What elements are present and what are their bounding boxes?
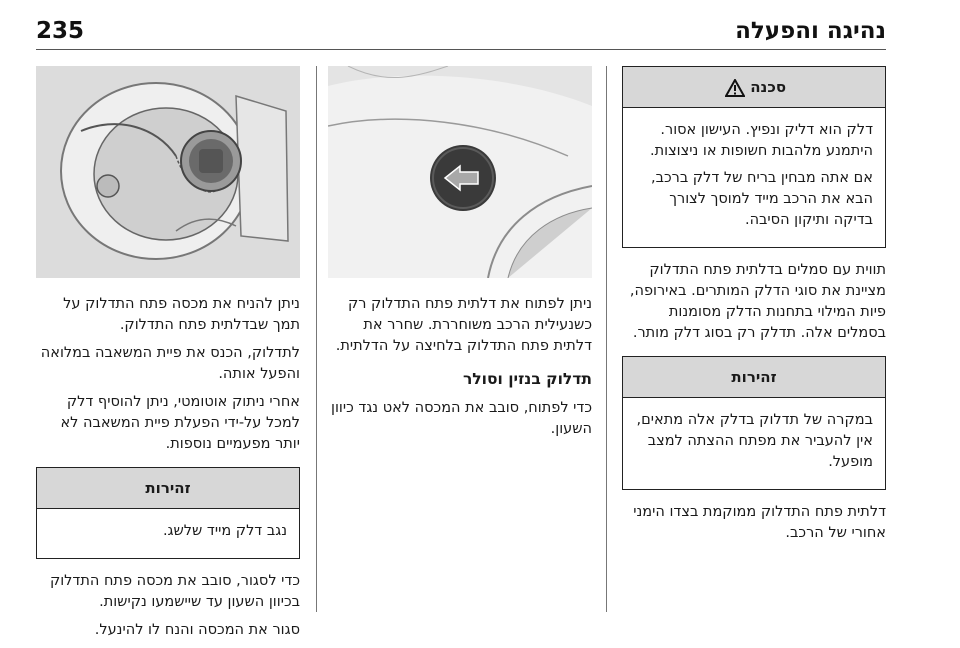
caution-text-wipe: נגב דלק מייד שלשג. — [162, 523, 287, 539]
danger-text-1: דלק הוא דליק ונפיץ. העישון אסור. היתמנע מלהבות חשופות או ניצוצות. — [649, 122, 873, 159]
fuel-flap-figure — [328, 66, 592, 278]
body-text-open-cap: כדי לפתוח, סובב את המכסה לאט נגד כיוון השעון. — [331, 400, 592, 437]
right-column — [622, 66, 886, 551]
body-text-insert-nozzle: לתדלוק, הכנס את פיית המשאבה במלואה והפעל אותה. — [40, 345, 300, 382]
column-divider — [316, 66, 317, 612]
body-text-fuel-label: תווית עם סמלים בדלתית פתח התדלוק מציינת את סוגי הדלק המותרים. באירופה, פיות המילוי בתחנות הדלק מסומנות בסמלים אלה. תדלק רק בסוג דלק מותר. — [629, 262, 886, 341]
caution-text: במקרה של תדלוק בדלק אלה מתאים, אין להעביר את מפתח ההצתה למצב מופעל. — [636, 412, 873, 470]
page-number: 235 — [36, 18, 85, 44]
warning-triangle-icon — [725, 79, 745, 97]
column-divider — [606, 66, 607, 612]
section-heading-refuel: תדלוק בנזין וסולר — [462, 370, 592, 388]
fuel-cap-figure — [36, 66, 300, 278]
body-text-flap-location: דלתית פתח התדלוק ממוקמת בצדו הימני אחורי של הרכב. — [633, 504, 886, 541]
middle-column — [328, 66, 592, 447]
body-text-open-flap: ניתן לפתוח את דלתית פתח התדלוק רק כשנעילית הרכב משוחררת. שחרר את דלתית פתח התדלוק בלחיצה על הדלתית. — [335, 296, 592, 354]
caution-box — [622, 356, 886, 490]
left-column — [36, 66, 300, 648]
danger-header — [623, 67, 885, 108]
danger-title: סכנה — [750, 78, 787, 96]
body-text-lock-cap: סגור את המכסה והנח לו להינעל. — [94, 622, 300, 638]
page-title: נהיגה והפעלה — [735, 18, 886, 44]
caution-body-wipe — [37, 509, 299, 558]
danger-warning-box — [622, 66, 886, 248]
caution-header-wipe: זהירות — [37, 468, 299, 509]
body-text-close-cap: כדי לסגור, סובב את מכסה פתח התדלוק בכיוון השעון עד שיישמעו נקישות. — [49, 573, 300, 610]
body-text-auto-cutoff: אחרי ניתוק אוטומטי, ניתן להוסיף דלק למכל על-ידי הפעלת פיית המשאבה לא יותר מפעמיים נוספות. — [60, 394, 300, 452]
caution-header: זהירות — [623, 357, 885, 398]
caution-box-wipe — [36, 467, 300, 559]
fuel-cap-illustration — [36, 66, 300, 278]
car-fuel-flap-illustration — [328, 66, 592, 278]
danger-body — [623, 108, 885, 247]
danger-text-2: אם אתה מבחין בריח של דלק ברכב, הבא את הרכב מייד למוסך לצורך בדיקה ותיקון הסיבה. — [650, 170, 873, 228]
page-header — [36, 18, 886, 50]
header-rule — [36, 49, 886, 50]
body-text-cap-holder: ניתן להניח את מכסה פתח התדלוק על תמך שבדלתית פתח התדלוק. — [63, 296, 300, 333]
caution-body — [623, 398, 885, 489]
